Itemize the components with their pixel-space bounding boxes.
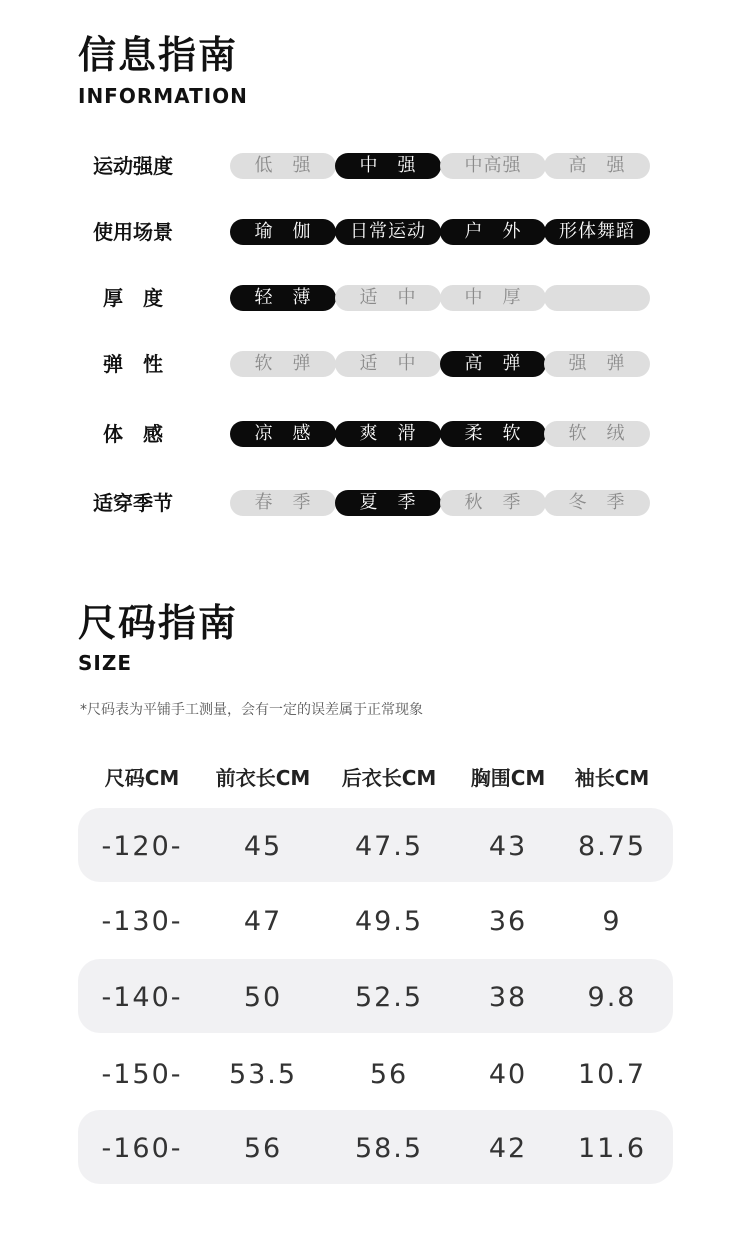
table-cell: 49.5 [354, 906, 424, 937]
option-pill: 日常运动 [335, 219, 441, 245]
info-row-season [0, 488, 750, 518]
column-header: 尺码CM [104, 766, 180, 790]
option-pill: 夏 季 [335, 490, 441, 516]
table-cell: 56 [243, 1133, 283, 1164]
table-cell: 11.6 [577, 1133, 647, 1164]
info-row-label: 厚 度 [103, 286, 163, 310]
table-cell: 40 [488, 1059, 528, 1090]
size-title: 尺码指南 [78, 601, 239, 645]
table-cell: 38 [488, 982, 528, 1013]
option-pill: 爽 滑 [335, 421, 441, 447]
table-row [78, 808, 673, 882]
option-pill-group [230, 219, 650, 245]
option-pill-group [230, 421, 650, 447]
column-header: 前衣长CM [215, 766, 311, 790]
column-header: 胸围CM [470, 766, 546, 790]
table-cell: 9 [602, 906, 622, 937]
table-cell: 56 [369, 1059, 409, 1090]
option-pill [544, 285, 650, 311]
info-row-label: 运动强度 [93, 154, 173, 178]
table-cell: 47.5 [354, 831, 424, 862]
size-subtitle: SIZE [78, 651, 133, 675]
info-row-label: 弹 性 [103, 352, 163, 376]
option-pill: 高 弹 [440, 351, 546, 377]
table-row [78, 1036, 673, 1110]
option-pill: 适 中 [335, 285, 441, 311]
table-cell: 10.7 [577, 1059, 647, 1090]
column-header: 后衣长CM [341, 766, 437, 790]
option-pill: 中 强 [335, 153, 441, 179]
table-cell: -160- [101, 1133, 183, 1164]
table-cell: -140- [101, 982, 183, 1013]
option-pill: 冬 季 [544, 490, 650, 516]
size-table-header [78, 760, 673, 796]
table-cell: 9.8 [587, 982, 637, 1013]
info-row-label: 使用场景 [93, 220, 173, 244]
option-pill: 软 弹 [230, 351, 336, 377]
info-row-label: 适穿季节 [93, 491, 173, 515]
info-title: 信息指南 [78, 33, 239, 77]
table-cell: 45 [243, 831, 283, 862]
option-pill: 春 季 [230, 490, 336, 516]
table-cell: 58.5 [354, 1133, 424, 1164]
table-cell: -120- [101, 831, 183, 862]
info-row-scenario [0, 217, 750, 247]
table-cell: 47 [243, 906, 283, 937]
table-cell: 42 [488, 1133, 528, 1164]
option-pill: 中 厚 [440, 285, 546, 311]
option-pill: 秋 季 [440, 490, 546, 516]
option-pill: 高 强 [544, 153, 650, 179]
table-cell: 36 [488, 906, 528, 937]
info-row-thickness [0, 283, 750, 313]
option-pill-group [230, 490, 650, 516]
table-cell: 50 [243, 982, 283, 1013]
option-pill-group [230, 285, 650, 311]
table-cell: 43 [488, 831, 528, 862]
option-pill: 适 中 [335, 351, 441, 377]
option-pill: 户 外 [440, 219, 546, 245]
table-cell: 53.5 [228, 1059, 298, 1090]
option-pill: 中高强 [440, 153, 546, 179]
option-pill: 形体舞蹈 [544, 219, 650, 245]
option-pill: 柔 软 [440, 421, 546, 447]
info-row-feel [0, 419, 750, 449]
table-cell: -150- [101, 1059, 183, 1090]
option-pill: 瑜 伽 [230, 219, 336, 245]
table-cell: -130- [101, 906, 183, 937]
option-pill: 凉 感 [230, 421, 336, 447]
option-pill: 低 强 [230, 153, 336, 179]
table-row [78, 883, 673, 957]
column-header: 袖长CM [574, 766, 650, 790]
info-row-elasticity [0, 349, 750, 379]
info-subtitle: INFORMATION [78, 84, 248, 108]
table-cell: 52.5 [354, 982, 424, 1013]
table-cell: 8.75 [577, 831, 647, 862]
size-note: *尺码表为平铺手工测量，会有一定的误差属于正常现象 [80, 702, 423, 718]
option-pill: 强 弹 [544, 351, 650, 377]
info-row-label: 体 感 [103, 422, 163, 446]
table-row [78, 959, 673, 1033]
option-pill: 软 绒 [544, 421, 650, 447]
table-row [78, 1110, 673, 1184]
option-pill-group [230, 153, 650, 179]
option-pill-group [230, 351, 650, 377]
option-pill: 轻 薄 [230, 285, 336, 311]
info-row-intensity [0, 151, 750, 181]
